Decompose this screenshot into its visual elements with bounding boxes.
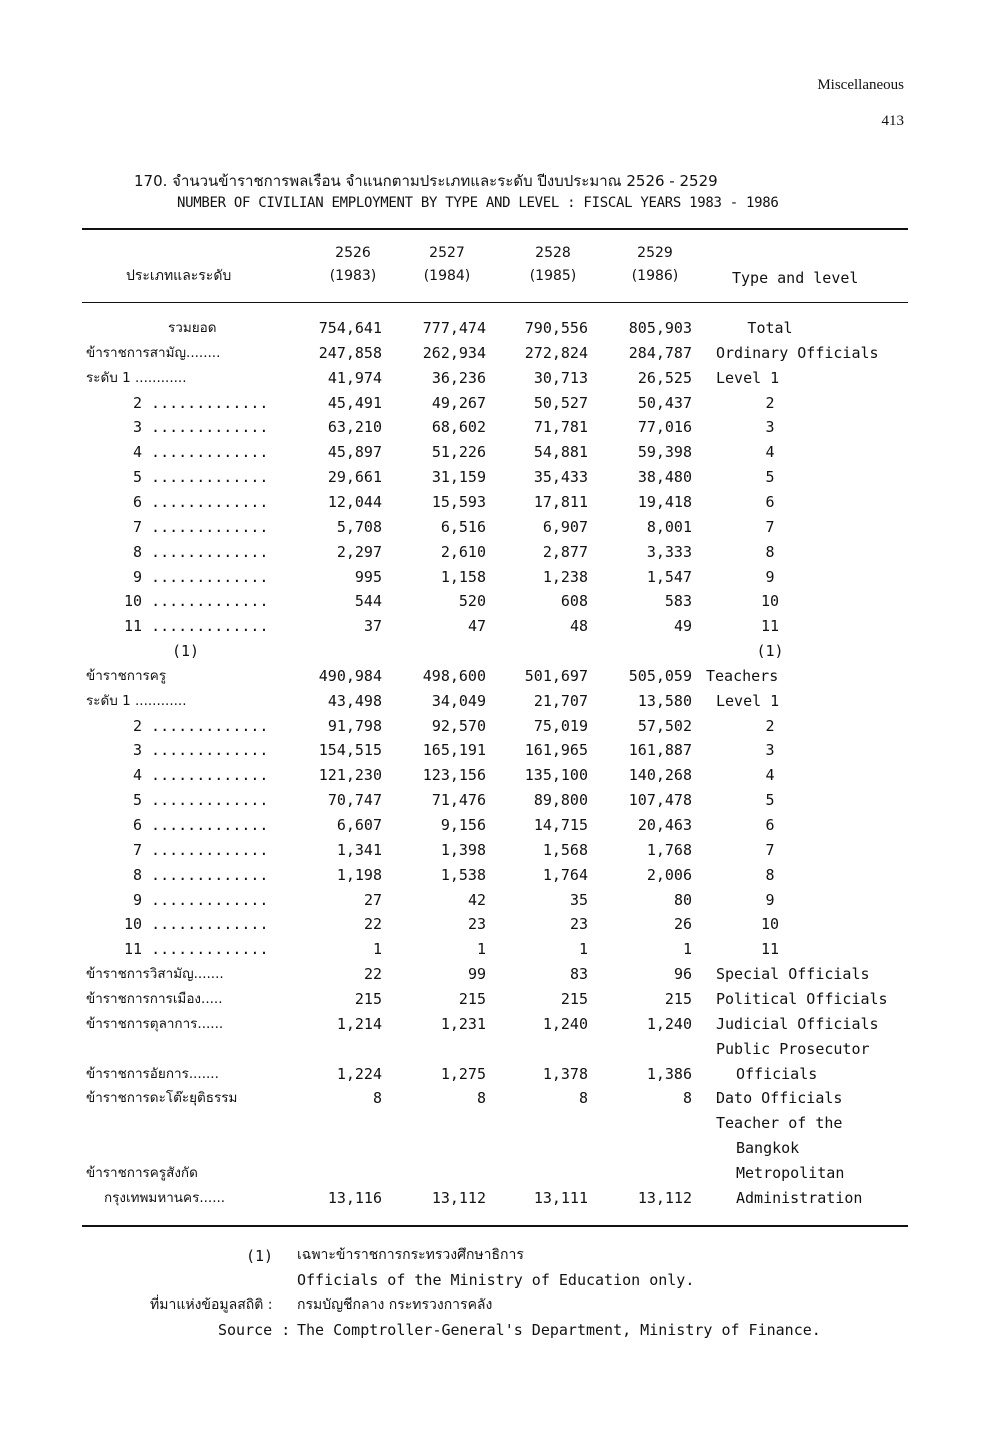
table-row	[0, 937, 990, 961]
value-cell: 107,478	[628, 791, 692, 810]
value-cell: 1,240	[646, 1014, 692, 1033]
value-cell: 1,768	[646, 840, 692, 859]
value-cell: 48	[569, 617, 588, 636]
year-ce: (1986)	[631, 268, 679, 284]
table-row	[0, 738, 990, 762]
year-be: 2527	[429, 245, 465, 261]
table-row	[0, 614, 990, 638]
running-head: Miscellaneous	[817, 77, 904, 93]
footnote-thai: เฉพาะข้าราชการกระทรวงศึกษาธิการ	[297, 1247, 524, 1263]
value-cell: 1,158	[440, 567, 486, 586]
table-row	[0, 763, 990, 787]
table-row	[0, 415, 990, 439]
year-be: 2528	[535, 245, 571, 261]
value-cell: 41,974	[327, 368, 382, 387]
row-label-english: Political Officials	[716, 989, 888, 1008]
row-label-thai: ข้าราชการอัยการ.......	[86, 1065, 219, 1082]
table-row	[0, 863, 990, 887]
value-cell: 13,580	[637, 691, 692, 710]
row-label-thai: ข้าราชการครูสังกัด	[86, 1164, 198, 1181]
value-cell: 1,386	[646, 1064, 692, 1083]
value-cell: 790,556	[524, 319, 588, 337]
row-label-thai: 6 .............	[133, 816, 269, 834]
value-cell: 1	[372, 940, 382, 959]
value-cell: 6,607	[336, 816, 382, 834]
value-cell: 29,661	[327, 468, 382, 487]
row-label-english: 10	[760, 592, 780, 611]
column-header-year-4	[620, 246, 690, 283]
row-label-english: 5	[765, 468, 775, 487]
row-label-thai: ข้าราชการดะโต๊ะยุติธรรม	[86, 1090, 238, 1107]
row-label-english: 7	[765, 517, 775, 536]
row-label-thai: 2 .............	[133, 716, 269, 735]
table-row	[0, 540, 990, 564]
page-number: 413	[881, 113, 904, 129]
value-cell: 20,463	[637, 816, 692, 834]
row-label-english: Level 1	[716, 368, 780, 387]
table-row	[0, 1086, 990, 1110]
value-cell: 70,747	[327, 791, 382, 810]
value-cell: 140,268	[628, 766, 692, 785]
row-label-english: 11	[760, 940, 780, 959]
value-cell: 15,593	[431, 492, 486, 511]
value-cell: 8	[578, 1089, 588, 1108]
column-header-stub: ประเภทและระดับ	[126, 268, 232, 284]
table-row	[0, 565, 990, 589]
table-row	[0, 341, 990, 365]
table-row	[0, 1012, 990, 1036]
row-label-english: 2	[765, 716, 775, 735]
table-row	[0, 391, 990, 415]
table-row	[0, 1161, 990, 1185]
row-label-english: Ordinary Officials	[716, 343, 879, 362]
value-cell: 777,474	[422, 319, 486, 337]
value-cell: 1,224	[336, 1064, 382, 1083]
row-label-thai: ข้าราชการการเมือง.....	[86, 990, 223, 1007]
table-row	[0, 912, 990, 936]
value-cell: 1,378	[542, 1064, 588, 1083]
row-label-thai: 10 .............	[124, 592, 269, 611]
row-label-thai: 8 .............	[133, 542, 269, 561]
value-cell: 59,398	[637, 443, 692, 462]
value-cell: 13,111	[533, 1188, 588, 1207]
value-cell: 23	[467, 915, 486, 934]
value-cell: 80	[673, 890, 692, 909]
row-label-english: Level 1	[716, 691, 780, 710]
value-cell: 13,112	[637, 1188, 692, 1207]
value-cell: 13,112	[431, 1188, 486, 1207]
value-cell: 215	[458, 989, 486, 1008]
table-row	[0, 440, 990, 464]
row-label-thai: 3 .............	[133, 741, 269, 760]
value-cell: 91,798	[327, 716, 382, 735]
value-cell: 14,715	[533, 816, 588, 834]
value-cell: 30,713	[533, 368, 588, 387]
table-row	[0, 664, 990, 688]
value-cell: 5,708	[336, 517, 382, 536]
value-cell: 57,502	[637, 716, 692, 735]
value-cell: 1,398	[440, 840, 486, 859]
table-row	[0, 589, 990, 613]
footnote-marker: (1)	[246, 1247, 274, 1265]
value-cell: 123,156	[422, 766, 486, 785]
row-label-english: 6	[765, 816, 775, 834]
table-row	[0, 1062, 990, 1086]
row-label-english: 8	[765, 865, 775, 884]
row-label-english: Officials	[736, 1064, 818, 1083]
value-cell: 2,006	[646, 865, 692, 884]
value-cell: 47	[467, 617, 486, 636]
row-label-thai: ข้าราชการวิสามัญ.......	[86, 966, 224, 983]
value-cell: 3,333	[646, 542, 692, 561]
row-label-thai: 3 .............	[133, 418, 269, 437]
row-label-english: 3	[765, 418, 775, 437]
table-row	[0, 490, 990, 514]
value-cell: 2,610	[440, 542, 486, 561]
row-label-english: 8	[765, 542, 775, 561]
top-rule	[82, 228, 908, 230]
row-label-english: Metropolitan	[736, 1163, 845, 1182]
value-cell: 22	[363, 915, 382, 934]
table-row	[0, 788, 990, 812]
table-row	[0, 639, 990, 663]
row-label-english: 10	[760, 915, 780, 934]
value-cell: 75,019	[533, 716, 588, 735]
value-cell: 26	[673, 915, 692, 934]
value-cell: 154,515	[318, 741, 382, 760]
row-label-english: 2	[765, 393, 775, 412]
table-row	[0, 838, 990, 862]
table-row	[0, 1136, 990, 1160]
row-label-english: Teachers	[706, 666, 779, 685]
value-cell: 1,231	[440, 1014, 486, 1033]
row-label-thai: ข้าราชการครู	[86, 667, 167, 684]
row-label-english: (1)	[756, 642, 784, 661]
value-cell: 135,100	[524, 766, 588, 785]
value-cell: 1	[476, 940, 486, 959]
value-cell: 13,116	[327, 1188, 382, 1207]
value-cell: 215	[560, 989, 588, 1008]
table-row	[0, 1037, 990, 1061]
value-cell: 1,275	[440, 1064, 486, 1083]
value-cell: 247,858	[318, 343, 382, 362]
value-cell: 31,159	[431, 468, 486, 487]
value-cell: 49	[673, 617, 692, 636]
value-cell: 754,641	[318, 319, 382, 337]
row-label-english: Public Prosecutor	[716, 1039, 870, 1058]
row-label-thai: 11 .............	[124, 617, 269, 636]
row-label-english: 11	[760, 617, 780, 636]
value-cell: 1,198	[336, 865, 382, 884]
value-cell: 1,341	[336, 840, 382, 859]
row-label-thai: 7 .............	[133, 517, 269, 536]
value-cell: 35	[569, 890, 588, 909]
value-cell: 68,602	[431, 418, 486, 437]
year-be: 2529	[637, 245, 673, 261]
table-row	[0, 813, 990, 837]
column-header-type-level: Type and level	[732, 269, 859, 287]
row-label-thai: 9 .............	[133, 890, 269, 909]
table-row	[0, 465, 990, 489]
value-cell: 544	[354, 592, 382, 611]
value-cell: 34,049	[431, 691, 486, 710]
value-cell: 43,498	[327, 691, 382, 710]
row-label-thai: 4 .............	[133, 766, 269, 785]
table-row	[0, 987, 990, 1011]
value-cell: 35,433	[533, 468, 588, 487]
table-row	[0, 366, 990, 390]
table-row	[0, 316, 990, 340]
value-cell: 8	[476, 1089, 486, 1108]
source-label-thai: ที่มาแห่งข้อมูลสถิติ :	[150, 1297, 273, 1313]
value-cell: 583	[664, 592, 692, 611]
value-cell: 2,877	[542, 542, 588, 561]
value-cell: 42	[467, 890, 486, 909]
value-cell: 215	[354, 989, 382, 1008]
value-cell: 1,764	[542, 865, 588, 884]
row-label-thai: ระดับ 1 ............	[86, 369, 187, 386]
value-cell: 165,191	[422, 741, 486, 760]
value-cell: 1,568	[542, 840, 588, 859]
year-be: 2526	[335, 245, 371, 261]
value-cell: 89,800	[533, 791, 588, 810]
value-cell: 23	[569, 915, 588, 934]
table-row	[0, 962, 990, 986]
value-cell: 805,903	[628, 319, 692, 337]
value-cell: 71,476	[431, 791, 486, 810]
row-label-thai: 4 .............	[133, 443, 269, 462]
value-cell: 9,156	[440, 816, 486, 834]
value-cell: 161,965	[524, 741, 588, 760]
value-cell: 1,238	[542, 567, 588, 586]
value-cell: 92,570	[431, 716, 486, 735]
row-label-english: Administration	[736, 1188, 863, 1207]
column-header-year-1	[318, 246, 388, 283]
table-row	[0, 714, 990, 738]
source-label-english: Source :	[218, 1321, 291, 1339]
value-cell: 50,437	[637, 393, 692, 412]
row-label-thai: 10 .............	[124, 915, 269, 934]
value-cell: 8	[372, 1089, 382, 1108]
value-cell: 36,236	[431, 368, 486, 387]
value-cell: 8,001	[646, 517, 692, 536]
value-cell: 272,824	[524, 343, 588, 362]
value-cell: 26,525	[637, 368, 692, 387]
value-cell: 1,538	[440, 865, 486, 884]
row-label-thai: 5 .............	[133, 791, 269, 810]
value-cell: 215	[664, 989, 692, 1008]
row-label-thai: 2 .............	[133, 393, 269, 412]
value-cell: 505,059	[628, 666, 692, 685]
row-label-thai: 11 .............	[124, 940, 269, 959]
value-cell: 22	[363, 965, 382, 984]
row-label-english: Judicial Officials	[716, 1014, 879, 1033]
source-english: The Comptroller-General's Department, Ministry of Finance.	[297, 1321, 821, 1339]
value-cell: 284,787	[628, 343, 692, 362]
row-label-english: Total	[747, 319, 793, 337]
year-ce: (1984)	[423, 268, 471, 284]
row-label-thai: ข้าราชการตุลาการ......	[86, 1015, 224, 1032]
row-label-thai: รวมยอด	[168, 320, 217, 336]
value-cell: 2,297	[336, 542, 382, 561]
value-cell: 21,707	[533, 691, 588, 710]
row-label-english: 6	[765, 492, 775, 511]
value-cell: 17,811	[533, 492, 588, 511]
row-label-english: 4	[765, 766, 775, 785]
row-label-thai: กรุงเทพมหานคร......	[104, 1189, 226, 1206]
row-label-thai: ระดับ 1 ............	[86, 692, 187, 709]
row-label-english: 7	[765, 840, 775, 859]
column-header-year-2	[412, 246, 482, 283]
year-ce: (1983)	[329, 268, 377, 284]
value-cell: 77,016	[637, 418, 692, 437]
value-cell: 63,210	[327, 418, 382, 437]
row-label-english: 9	[765, 890, 775, 909]
row-label-thai: 9 .............	[133, 567, 269, 586]
value-cell: 45,491	[327, 393, 382, 412]
row-label-english: 5	[765, 791, 775, 810]
value-cell: 262,934	[422, 343, 486, 362]
value-cell: 8	[682, 1089, 692, 1108]
value-cell: 50,527	[533, 393, 588, 412]
value-cell: 520	[458, 592, 486, 611]
value-cell: 51,226	[431, 443, 486, 462]
value-cell: 19,418	[637, 492, 692, 511]
value-cell: 1,240	[542, 1014, 588, 1033]
value-cell: 6,516	[440, 517, 486, 536]
value-cell: 99	[467, 965, 486, 984]
year-ce: (1985)	[529, 268, 577, 284]
value-cell: 54,881	[533, 443, 588, 462]
row-label-english: Special Officials	[716, 965, 870, 984]
value-cell: 1	[682, 940, 692, 959]
row-label-thai: 6 .............	[133, 492, 269, 511]
value-cell: 45,897	[327, 443, 382, 462]
row-label-thai: 8 .............	[133, 865, 269, 884]
row-label-thai: 5 .............	[133, 468, 269, 487]
column-header-year-3	[518, 246, 588, 283]
table-row	[0, 1186, 990, 1210]
value-cell: 1,547	[646, 567, 692, 586]
value-cell: 161,887	[628, 741, 692, 760]
source-thai: กรมบัญชีกลาง กระทรวงการคลัง	[297, 1297, 493, 1313]
header-rule	[82, 302, 908, 303]
row-label-english: Bangkok	[736, 1139, 800, 1158]
value-cell: 71,781	[533, 418, 588, 437]
row-label-english: Teacher of the	[716, 1114, 843, 1133]
footnote-english: Officials of the Ministry of Education only.	[297, 1271, 695, 1289]
table-row	[0, 515, 990, 539]
table-row	[0, 1111, 990, 1135]
value-cell: 38,480	[637, 468, 692, 487]
value-cell: 501,697	[524, 666, 588, 685]
table-title-english: NUMBER OF CIVILIAN EMPLOYMENT BY TYPE AND LEVEL : FISCAL YEARS 1983 - 1986	[177, 195, 779, 211]
row-label-thai: 7 .............	[133, 840, 269, 859]
table-row	[0, 888, 990, 912]
row-label-english: Dato Officials	[716, 1089, 843, 1108]
value-cell: 96	[673, 965, 692, 984]
value-cell: 490,984	[318, 666, 382, 685]
row-label-english: 4	[765, 443, 775, 462]
bottom-rule	[82, 1225, 908, 1227]
value-cell: 12,044	[327, 492, 382, 511]
value-cell: 49,267	[431, 393, 486, 412]
value-cell: 83	[569, 965, 588, 984]
row-label-english: 9	[765, 567, 775, 586]
value-cell: 608	[560, 592, 588, 611]
value-cell: 1	[578, 940, 588, 959]
value-cell: 27	[363, 890, 382, 909]
value-cell: 37	[363, 617, 382, 636]
value-cell: 498,600	[422, 666, 486, 685]
row-label-thai: (1)	[172, 642, 200, 661]
value-cell: 1,214	[336, 1014, 382, 1033]
table-title-thai: 170. จำนวนข้าราชการพลเรือน จำแนกตามประเภทและระดับ ปีงบประมาณ 2526 - 2529	[134, 172, 718, 190]
table-row	[0, 689, 990, 713]
row-label-thai: ข้าราชการสามัญ........	[86, 344, 221, 361]
value-cell: 121,230	[318, 766, 382, 785]
value-cell: 6,907	[542, 517, 588, 536]
row-label-english: 3	[765, 741, 775, 760]
value-cell: 995	[354, 567, 382, 586]
